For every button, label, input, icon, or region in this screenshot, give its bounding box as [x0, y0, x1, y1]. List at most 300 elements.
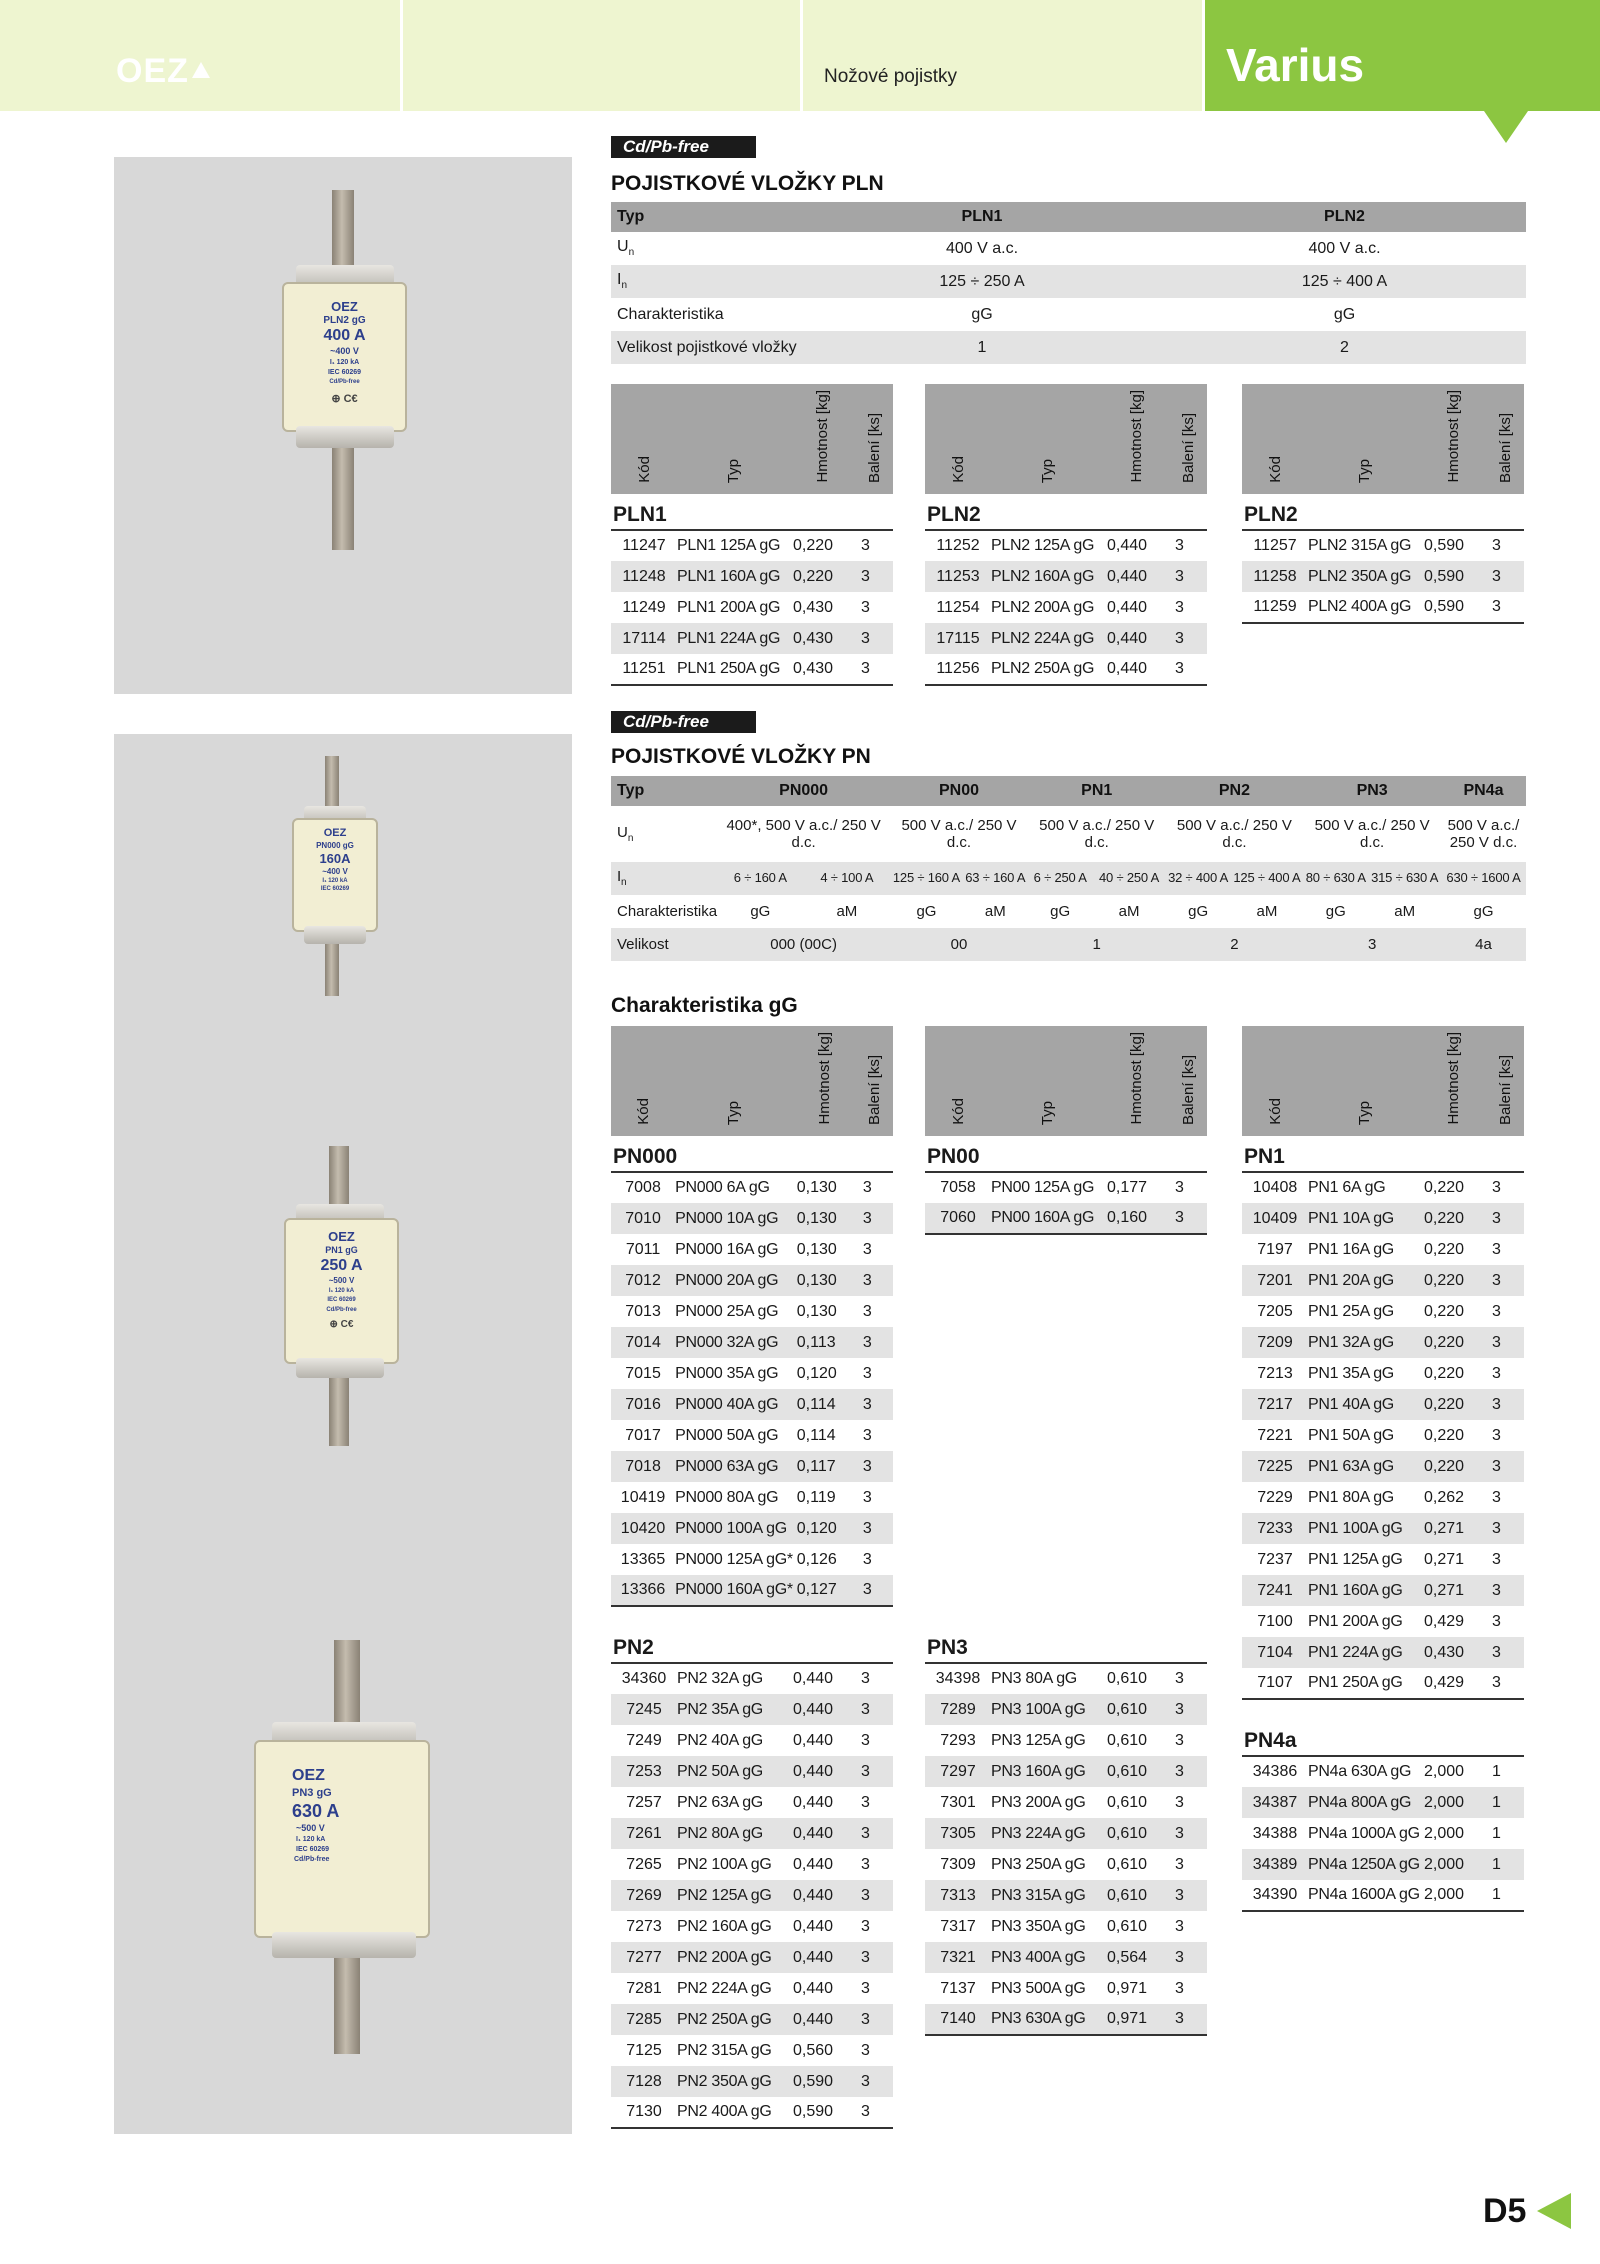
table-cell: PN2 315A gG	[677, 2041, 772, 2059]
table-cell: PN3 100A gG	[991, 1694, 1103, 1725]
column-header: Typ	[1355, 1100, 1373, 1125]
table-row	[1242, 1389, 1524, 1420]
pln-spec-head: Typ PLN1 PLN2	[611, 202, 1526, 232]
table-cell: 3	[861, 1731, 870, 1749]
table-cell: 0,610	[1103, 1694, 1169, 1725]
table-cell: 11258	[1242, 561, 1308, 592]
column-header: Balení [ks]	[1179, 412, 1197, 483]
header-panel-2	[403, 0, 800, 111]
table-cell: 0,220	[1420, 1327, 1486, 1358]
table-cell: 2,000	[1424, 1824, 1465, 1842]
table-cell: PN000 125A gG*	[675, 1550, 793, 1568]
table-cell: PN000 25A gG	[675, 1302, 779, 1320]
table-cell: PN000 50A gG	[675, 1426, 779, 1444]
product-images-pn	[114, 734, 572, 2134]
table-row	[1242, 1265, 1524, 1296]
table-row	[1242, 1513, 1524, 1544]
column-header: Hmotnost [kg]	[816, 1032, 834, 1125]
table-cell: 7060	[925, 1203, 991, 1234]
table-cell: PLN2 315A gG	[1308, 537, 1412, 554]
table-row	[1242, 1358, 1524, 1389]
table-cell: 7245	[611, 1694, 677, 1725]
table-cell: 3	[1169, 1818, 1207, 1849]
table-cell: 0,440	[789, 2004, 855, 2035]
table-cell: 7309	[940, 1855, 976, 1873]
table-cell: PN3 400A gG	[991, 1942, 1103, 1973]
table-row	[611, 1420, 893, 1451]
table-cell: 17114	[611, 623, 677, 654]
table-cell: 0,130	[796, 1302, 837, 1320]
table-row	[925, 1911, 1207, 1942]
table-cell: 0,220	[1420, 1389, 1486, 1420]
table-cell: 0,429	[1420, 1668, 1486, 1699]
table-cell: PN1 250A gG	[1308, 1668, 1420, 1699]
table-cell: 3	[1175, 1979, 1184, 1997]
table-group-row	[611, 1627, 893, 1663]
table-cell: 7058	[940, 1179, 976, 1196]
table-cell: 0,177	[1107, 1179, 1148, 1196]
table-row	[1242, 1637, 1524, 1668]
table-cell: 0,220	[1424, 1302, 1465, 1320]
table-row	[611, 1265, 893, 1296]
table-cell: 0,130	[796, 1179, 837, 1196]
table-cell: 7313	[925, 1880, 991, 1911]
table-cell: 7104	[1242, 1637, 1308, 1668]
table-cell: 0,440	[793, 1917, 834, 1935]
table-row	[611, 1575, 893, 1606]
fuse-pn3-image: OEZ PN3 gG 630 A ~500 V I₁ 120 kA IEC 60269 Cd/Pb-free	[254, 1640, 434, 2054]
table-cell: 3	[857, 1265, 893, 1296]
table-cell: 7205	[1257, 1302, 1293, 1320]
table-cell: 0,220	[793, 537, 834, 554]
table-cell: 7137	[940, 1979, 976, 1997]
table-cell: 7013	[625, 1302, 661, 1320]
table-cell: 7241	[1242, 1575, 1308, 1606]
table-row	[1242, 1420, 1524, 1451]
table-group-row	[611, 494, 893, 530]
table-cell: 7016	[611, 1389, 675, 1420]
table-row	[1242, 1606, 1524, 1637]
table-cell: 11256	[925, 654, 991, 685]
table-cell: 7293	[940, 1731, 976, 1749]
table-cell: 7217	[1242, 1389, 1308, 1420]
table-cell: PN000 10A gG	[675, 1203, 793, 1234]
table-cell: PLN1 125A gG	[677, 537, 781, 554]
table-cell: 3	[1175, 1731, 1184, 1749]
table-cell: 0,440	[793, 1793, 834, 1811]
column-header: Balení [ks]	[1179, 1054, 1197, 1125]
table-row	[925, 592, 1207, 623]
table-cell: 3	[1486, 1327, 1524, 1358]
table-cell: PLN2 350A gG	[1308, 561, 1420, 592]
table-cell: PN1 32A gG	[1308, 1327, 1420, 1358]
table-row	[1242, 1327, 1524, 1358]
table-cell: 3	[855, 1942, 893, 1973]
table-cell: PN2 224A gG	[677, 1979, 772, 1997]
table-cell: 3	[1486, 1668, 1524, 1699]
table-cell: 13365	[620, 1550, 666, 1568]
fuse-pn000-image: OEZ PN000 gG 160A ~400 V I₁ 120 kA IEC 60269	[292, 756, 382, 996]
column-header: Balení [ks]	[1496, 412, 1514, 483]
table-cell: 0,220	[1420, 1451, 1486, 1482]
table-row	[611, 1849, 893, 1880]
table-row	[611, 592, 893, 623]
table-cell: 0,127	[793, 1575, 857, 1606]
table-cell: 3	[1486, 561, 1524, 592]
group-label: PLN1	[611, 494, 893, 530]
table-cell: 7253	[611, 1756, 677, 1787]
pn4a-table	[1242, 1720, 1524, 1912]
table-cell: 3	[862, 1302, 872, 1320]
table-cell: 3	[1486, 1203, 1524, 1234]
table-cell: 7301	[940, 1793, 976, 1811]
table-cell: 3	[1486, 1451, 1524, 1482]
table-cell: PN2 400A gG	[677, 2097, 789, 2128]
table-cell: PN1 63A gG	[1308, 1451, 1420, 1482]
table-cell: 0,590	[789, 2097, 855, 2128]
table-cell: 0,440	[793, 1855, 834, 1873]
table-cell: 3	[857, 1327, 893, 1358]
table-cell: PN2 63A gG	[677, 1793, 763, 1811]
table-row	[611, 1880, 893, 1911]
column-header: Balení [ks]	[1496, 1054, 1514, 1125]
table-cell: PLN2 160A gG	[991, 561, 1103, 592]
table-cell: 0,119	[796, 1488, 836, 1506]
table-cell: PN2 250A gG	[677, 2004, 789, 2035]
table-cell: 7297	[925, 1756, 991, 1787]
table-cell: 3	[862, 1364, 872, 1382]
table-cell: 2,000	[1420, 1880, 1486, 1911]
pn-spec-row-un: $U_n$ 400*, 500 V a.c./ 250 V d.c. 500 V a.c./ 250 V d.c. 500 V a.c./ 250 V d.c. 500 V a.c./ 250 V d.c. 500 V a.c./ 250 V d.c. 500 V a.c./ 250 V d.c.	[617, 816, 1520, 851]
table-cell: 0,117	[793, 1451, 857, 1482]
table-cell: 7012	[611, 1265, 675, 1296]
pln-spec-row-size: Velikost pojistkové vložky 1 2	[611, 331, 1526, 364]
table-cell: PN1 50A gG	[1308, 1426, 1394, 1444]
table-cell: 11252	[936, 537, 980, 554]
table-cell: PLN2 400A gG	[1308, 592, 1420, 623]
table-cell: 7321	[925, 1942, 991, 1973]
table-cell: 3	[861, 1855, 870, 1873]
column-header: Kód	[949, 1098, 967, 1125]
table-cell: 3	[1486, 1513, 1524, 1544]
table-cell: 3	[855, 2097, 893, 2128]
pn-spec-row-in: $I_n$ 6 ÷ 160 A 4 ÷ 100 A 125 ÷ 160 A 63 ÷ 160 A 6 ÷ 250 A 40 ÷ 250 A 32 ÷ 400 A 125 ÷ 400 A 80 ÷ 630 A 315 ÷ 630 A 630 ÷ 1600 A	[611, 862, 1526, 895]
table-cell: 10420	[611, 1513, 675, 1544]
table-header-row	[925, 1026, 1207, 1136]
table-cell: 3	[855, 1756, 893, 1787]
group-label: PN000	[611, 1136, 893, 1172]
table-cell: 34360	[621, 1670, 667, 1687]
table-cell: PN2 40A gG	[677, 1731, 763, 1749]
table-cell: PN00 125A gG	[991, 1179, 1095, 1196]
logo-triangle-icon	[192, 62, 210, 78]
table-cell: 3	[1169, 2004, 1207, 2035]
table-cell: 0,126	[796, 1550, 837, 1568]
table-cell: 3	[1169, 1756, 1207, 1787]
table-header-row	[1242, 1026, 1524, 1136]
table-cell: PN3 350A gG	[991, 1917, 1086, 1935]
table-cell: PLN2 250A gG	[991, 654, 1103, 685]
pn-section-title: POJISTKOVÉ VLOŽKY PN	[611, 745, 871, 768]
table-row	[925, 1942, 1207, 1973]
table-row	[611, 1663, 893, 1694]
product-image-pln	[114, 157, 572, 694]
page-arrow-icon	[1537, 2193, 1571, 2229]
table-cell: 11253	[925, 561, 991, 592]
table-cell: 0,130	[796, 1240, 837, 1258]
table-row	[611, 2097, 893, 2128]
table-cell: 7008	[625, 1179, 661, 1196]
table-cell: 7213	[1257, 1364, 1293, 1382]
pn-spec-row-char: Charakteristika gG aM gG aM gG aM gG aM gG aM gG	[617, 902, 1494, 920]
table-cell: 0,220	[1420, 1203, 1486, 1234]
table-cell: 0,610	[1107, 1793, 1148, 1811]
table-row	[1242, 1668, 1524, 1699]
table-row	[925, 2004, 1207, 2035]
table-cell: PN000 40A gG	[675, 1389, 793, 1420]
table-group-row	[1242, 1136, 1524, 1172]
table-cell: 3	[861, 1793, 870, 1811]
table-cell: 3	[861, 537, 870, 554]
table-cell: 0,220	[1424, 1179, 1465, 1196]
table-cell: PN3 125A gG	[991, 1731, 1086, 1749]
table-cell: PLN2 224A gG	[991, 623, 1103, 654]
header-title: Nožové pojistky	[824, 66, 958, 87]
table-cell: PN000 35A gG	[675, 1364, 779, 1382]
table-cell: 7285	[611, 2004, 677, 2035]
cd-pb-free-badge-pn: Cd/Pb-free	[611, 711, 756, 733]
table-cell: 3	[855, 2066, 893, 2097]
table-cell: 7209	[1242, 1327, 1308, 1358]
table-cell: 2,000	[1420, 1787, 1486, 1818]
table-cell: 7237	[1257, 1550, 1293, 1568]
table-row	[611, 561, 893, 592]
pn-spec-table	[611, 776, 1526, 961]
table-cell: PN1 10A gG	[1308, 1203, 1420, 1234]
table-cell: 3	[1486, 1389, 1524, 1420]
table-cell: 3	[862, 1426, 872, 1444]
table-cell: 7277	[611, 1942, 677, 1973]
table-cell: 3	[1175, 1917, 1184, 1935]
table-cell: 7289	[925, 1694, 991, 1725]
table-cell: 7017	[625, 1426, 661, 1444]
table-row	[1242, 1172, 1524, 1203]
table-cell: 11257	[1253, 537, 1297, 554]
table-cell: 7107	[1242, 1668, 1308, 1699]
table-cell: 0,440	[1107, 598, 1148, 616]
table-cell: 3	[1169, 654, 1207, 685]
table-cell: PN4a 1250A gG	[1308, 1849, 1420, 1880]
table-row	[1242, 561, 1524, 592]
fuse-pln2-image: OEZ PLN2 gG 400 A ~400 V I₁ 120 kA IEC 60269 Cd/Pb-free ⊕ C€	[282, 190, 412, 550]
table-cell: 3	[1175, 1670, 1184, 1687]
pn-spec-row-size: Velikost 000 (00C) 00 1 2 3 4a	[611, 928, 1526, 961]
table-cell: PN000 32A gG	[675, 1327, 793, 1358]
table-row	[1242, 1818, 1524, 1849]
table-cell: 0,440	[793, 1979, 834, 1997]
table-cell: 0,113	[793, 1327, 857, 1358]
table-row	[1242, 1575, 1524, 1606]
table-row	[611, 1787, 893, 1818]
table-cell: 0,130	[793, 1265, 857, 1296]
table-cell: 2,000	[1420, 1849, 1486, 1880]
table-cell: 0,220	[1424, 1240, 1465, 1258]
column-header: Kód	[1266, 456, 1284, 483]
table-group-row	[611, 1136, 893, 1172]
pn1-table	[1242, 1026, 1524, 1700]
table-cell: PN2 125A gG	[677, 1880, 789, 1911]
table-cell: 0,430	[1420, 1637, 1486, 1668]
table-cell: 3	[1175, 1793, 1184, 1811]
table-cell: PN1 200A gG	[1308, 1612, 1403, 1630]
table-cell: 3	[1169, 623, 1207, 654]
table-cell: 3	[1175, 598, 1184, 616]
column-header: Kód	[1266, 1098, 1284, 1125]
table-cell: 0,120	[796, 1364, 837, 1382]
table-cell: PN1 35A gG	[1308, 1364, 1394, 1382]
table-row	[1242, 1544, 1524, 1575]
table-cell: 0,271	[1424, 1550, 1465, 1568]
table-cell: 0,440	[789, 1880, 855, 1911]
table-row	[1242, 530, 1524, 561]
table-cell: 3	[862, 1179, 872, 1196]
table-group-row	[1242, 494, 1524, 530]
table-cell: 0,610	[1103, 1818, 1169, 1849]
table-row	[925, 530, 1207, 561]
table-cell: PLN2 125A gG	[991, 537, 1095, 554]
table-cell: PN3 500A gG	[991, 1979, 1086, 1997]
table-cell: PN000 16A gG	[675, 1240, 779, 1258]
table-cell: 0,440	[793, 1670, 834, 1687]
table-row	[925, 1973, 1207, 2004]
table-cell: PN1 40A gG	[1308, 1389, 1420, 1420]
table-row	[1242, 1234, 1524, 1265]
table-row	[1242, 1787, 1524, 1818]
table-cell: PN3 224A gG	[991, 1818, 1103, 1849]
table-cell: 3	[861, 1670, 870, 1687]
table-cell: 0,220	[789, 561, 855, 592]
table-cell: 11259	[1242, 592, 1308, 623]
table-cell: 34389	[1242, 1849, 1308, 1880]
table-cell: 3	[1175, 537, 1184, 554]
table-cell: 3	[1492, 1426, 1501, 1444]
table-cell: 3	[1175, 1179, 1184, 1196]
table-cell: 7014	[611, 1327, 675, 1358]
table-group-row	[925, 1627, 1207, 1663]
table-cell: 3	[1169, 561, 1207, 592]
header-panel-3	[803, 0, 1202, 111]
pn-subtitle: Charakteristika gG	[611, 994, 798, 1017]
table-row	[925, 623, 1207, 654]
table-cell: PN3 160A gG	[991, 1756, 1103, 1787]
table-cell: PN2 100A gG	[677, 1855, 772, 1873]
table-cell: 0,160	[1103, 1203, 1169, 1234]
table-cell: 7269	[611, 1880, 677, 1911]
table-cell: 7011	[625, 1240, 661, 1258]
table-cell: 0,114	[793, 1389, 857, 1420]
table-group-row	[925, 1136, 1207, 1172]
table-cell: 0,440	[789, 1694, 855, 1725]
table-cell: PN1 125A gG	[1308, 1550, 1403, 1568]
table-cell: PN1 80A gG	[1308, 1488, 1394, 1506]
table-cell: 3	[857, 1203, 893, 1234]
table-row	[925, 1880, 1207, 1911]
column-header: Typ	[1038, 458, 1056, 483]
table-cell: PLN1 250A gG	[677, 654, 789, 685]
table-cell: 0,440	[1103, 654, 1169, 685]
table-cell: 3	[861, 2041, 870, 2059]
table-cell: 0,610	[1107, 1731, 1148, 1749]
table-cell: PN1 224A gG	[1308, 1637, 1420, 1668]
table-row	[925, 1203, 1207, 1234]
table-cell: 1	[1486, 1880, 1524, 1911]
table-cell: 0,440	[789, 1818, 855, 1849]
table-row	[1242, 1203, 1524, 1234]
table-cell: 3	[1492, 1550, 1501, 1568]
table-cell: 0,440	[789, 1942, 855, 1973]
table-cell: PN2 200A gG	[677, 1942, 789, 1973]
table-cell: 1	[1486, 1787, 1524, 1818]
table-cell: 7257	[626, 1793, 662, 1811]
group-label: PN4a	[1242, 1720, 1524, 1756]
table-cell: 0,220	[1420, 1265, 1486, 1296]
table-cell: 11248	[611, 561, 677, 592]
column-header: Hmotnost [kg]	[1127, 390, 1145, 483]
table-cell: 0,564	[1103, 1942, 1169, 1973]
group-label: PN3	[925, 1627, 1207, 1663]
table-cell: 7305	[925, 1818, 991, 1849]
brand-title: Varius	[1226, 39, 1365, 91]
table-cell: 7130	[611, 2097, 677, 2128]
table-cell: 0,271	[1420, 1575, 1486, 1606]
column-header: Typ	[724, 458, 742, 483]
table-cell: PN000 20A gG	[675, 1265, 793, 1296]
table-cell: PN4a 800A gG	[1308, 1787, 1420, 1818]
table-cell: 3	[1169, 1942, 1207, 1973]
table-row	[611, 1327, 893, 1358]
table-cell: 3	[1486, 1637, 1524, 1668]
header-brand-arrow-icon	[1484, 111, 1528, 143]
table-cell: 0,120	[793, 1513, 857, 1544]
group-label: PN2	[611, 1627, 893, 1663]
table-cell: PN00 160A gG	[991, 1203, 1103, 1234]
column-header: Balení [ks]	[866, 1054, 884, 1125]
table-cell: 3	[1175, 1855, 1184, 1873]
table-cell: 3	[1486, 592, 1524, 623]
pn3-table	[925, 1627, 1207, 2036]
table-cell: 3	[1492, 537, 1501, 554]
table-row	[611, 1203, 893, 1234]
fuse-pn1-image: OEZ PN1 gG 250 A ~500 V I₁ 120 kA IEC 60269 Cd/Pb-free ⊕ C€	[284, 1146, 404, 1446]
table-cell: 3	[1486, 1575, 1524, 1606]
pln-spec-row-in: $I_n$ 125 ÷ 250 A 125 ÷ 400 A	[611, 265, 1526, 298]
table-cell: PN2 350A gG	[677, 2066, 789, 2097]
table-cell: 0,610	[1103, 1756, 1169, 1787]
table-cell: PLN1 224A gG	[677, 623, 789, 654]
pln-section-title: POJISTKOVÉ VLOŽKY PLN	[611, 172, 884, 195]
table-row	[611, 1513, 893, 1544]
column-header: Kód	[949, 456, 967, 483]
table-header-row	[611, 384, 893, 494]
table-row	[925, 1849, 1207, 1880]
table-cell: 0,590	[789, 2066, 855, 2097]
table-cell: PN000 63A gG	[675, 1451, 793, 1482]
table-cell: 7265	[626, 1855, 662, 1873]
table-cell: 7221	[1257, 1426, 1293, 1444]
group-label: PLN2	[925, 494, 1207, 530]
table-cell: 2,000	[1424, 1763, 1465, 1780]
table-cell: 3	[1169, 1203, 1207, 1234]
